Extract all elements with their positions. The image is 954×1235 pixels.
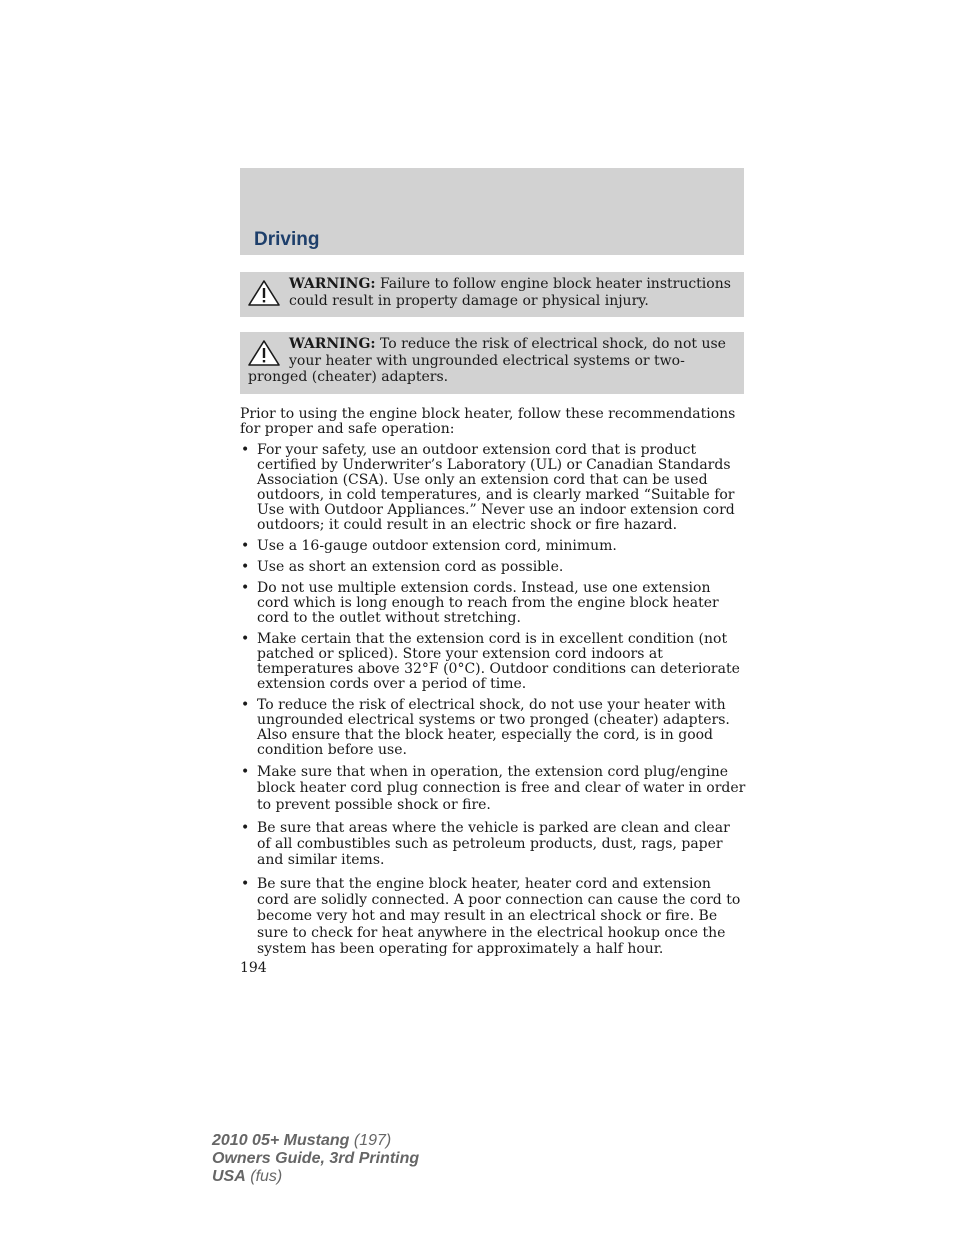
list-item: • Use a 16-gauge outdoor extension cord, minimum.	[240, 539, 746, 554]
warning-text: Failure to follow engine block heater instructions could result in property damage or physical injury.	[289, 276, 731, 309]
warning-triangle-icon	[247, 279, 281, 307]
document-footer	[212, 1132, 419, 1186]
footer-edition: Owners Guide, 3rd Printing	[212, 1150, 420, 1167]
footer-model-code: (197)	[353, 1132, 392, 1149]
list-item: • Be sure that areas where the vehicle is parked are clean and clear of all combustibles such as petroleum products, dust, rags, paper and similar items.	[240, 820, 746, 869]
intro-paragraph: Prior to using the engine block heater, follow these recommendations for proper and safe operation:	[240, 406, 736, 437]
list-item: • Be sure that the engine block heater, heater cord and extension cord are solidly connected. A poor connection can cause the cord to become very hot and may result in an electrical shock or fire. Be sure to check for heat anywhere in the electrical hookup once the system has been operating for approximately a half hour.	[240, 876, 746, 957]
section-title: Driving	[254, 229, 320, 250]
list-item: • For your safety, use an outdoor extension cord that is product certified by Underwriter’s Laboratory (UL) or Canadian Standards Association (CSA). Use only an extension cord that can be used outdoors, in cold temperatures, and is clearly marked “Suitable for Use with Outdoor Appliances.” Never use an indoor extension cord outdoors; it could result in an electric shock or fire hazard.	[240, 443, 746, 533]
warning-triangle-icon	[247, 339, 281, 367]
list-item: • Use as short an extension cord as possible.	[240, 560, 746, 575]
list-item: • Make sure that when in operation, the extension cord plug/engine block heater cord plug connection is free and clear of water in order to prevent possible shock or fire.	[240, 764, 746, 813]
section-header	[240, 168, 744, 255]
list-item: • Do not use multiple extension cords. Instead, use one extension cord which is long enough to reach from the engine block heater cord to the outlet without stretching.	[240, 581, 746, 626]
list-item: • To reduce the risk of electrical shock, do not use your heater with ungrounded electrical systems or two pronged (cheater) adapters. Also ensure that the block heater, especially the cord, is in good condition before use.	[240, 698, 746, 758]
warning-label: WARNING:	[289, 276, 376, 292]
footer-line	[212, 1132, 419, 1150]
list-item: • Make certain that the extension cord is in excellent condition (not patched or spliced). Store your extension cord indoors at temperatures above 32°F (0°C). Outdoor conditions can deteriorate extension cords over a period of time.	[240, 632, 746, 692]
footer-market: USA	[212, 1168, 246, 1185]
warning-label: WARNING:	[289, 336, 376, 352]
warning-box	[240, 332, 744, 394]
recommendation-list	[240, 443, 746, 964]
footer-market-code: (fus)	[250, 1168, 283, 1185]
page-number: 194	[240, 960, 267, 976]
warning-text: To reduce the risk of electrical shock, do not use your heater with ungrounded electrical systems or two-pronged (cheater) adapters.	[248, 336, 726, 385]
footer-line	[212, 1168, 419, 1186]
footer-model: 2010 05+ Mustang	[212, 1132, 350, 1149]
warning-box	[240, 272, 744, 317]
